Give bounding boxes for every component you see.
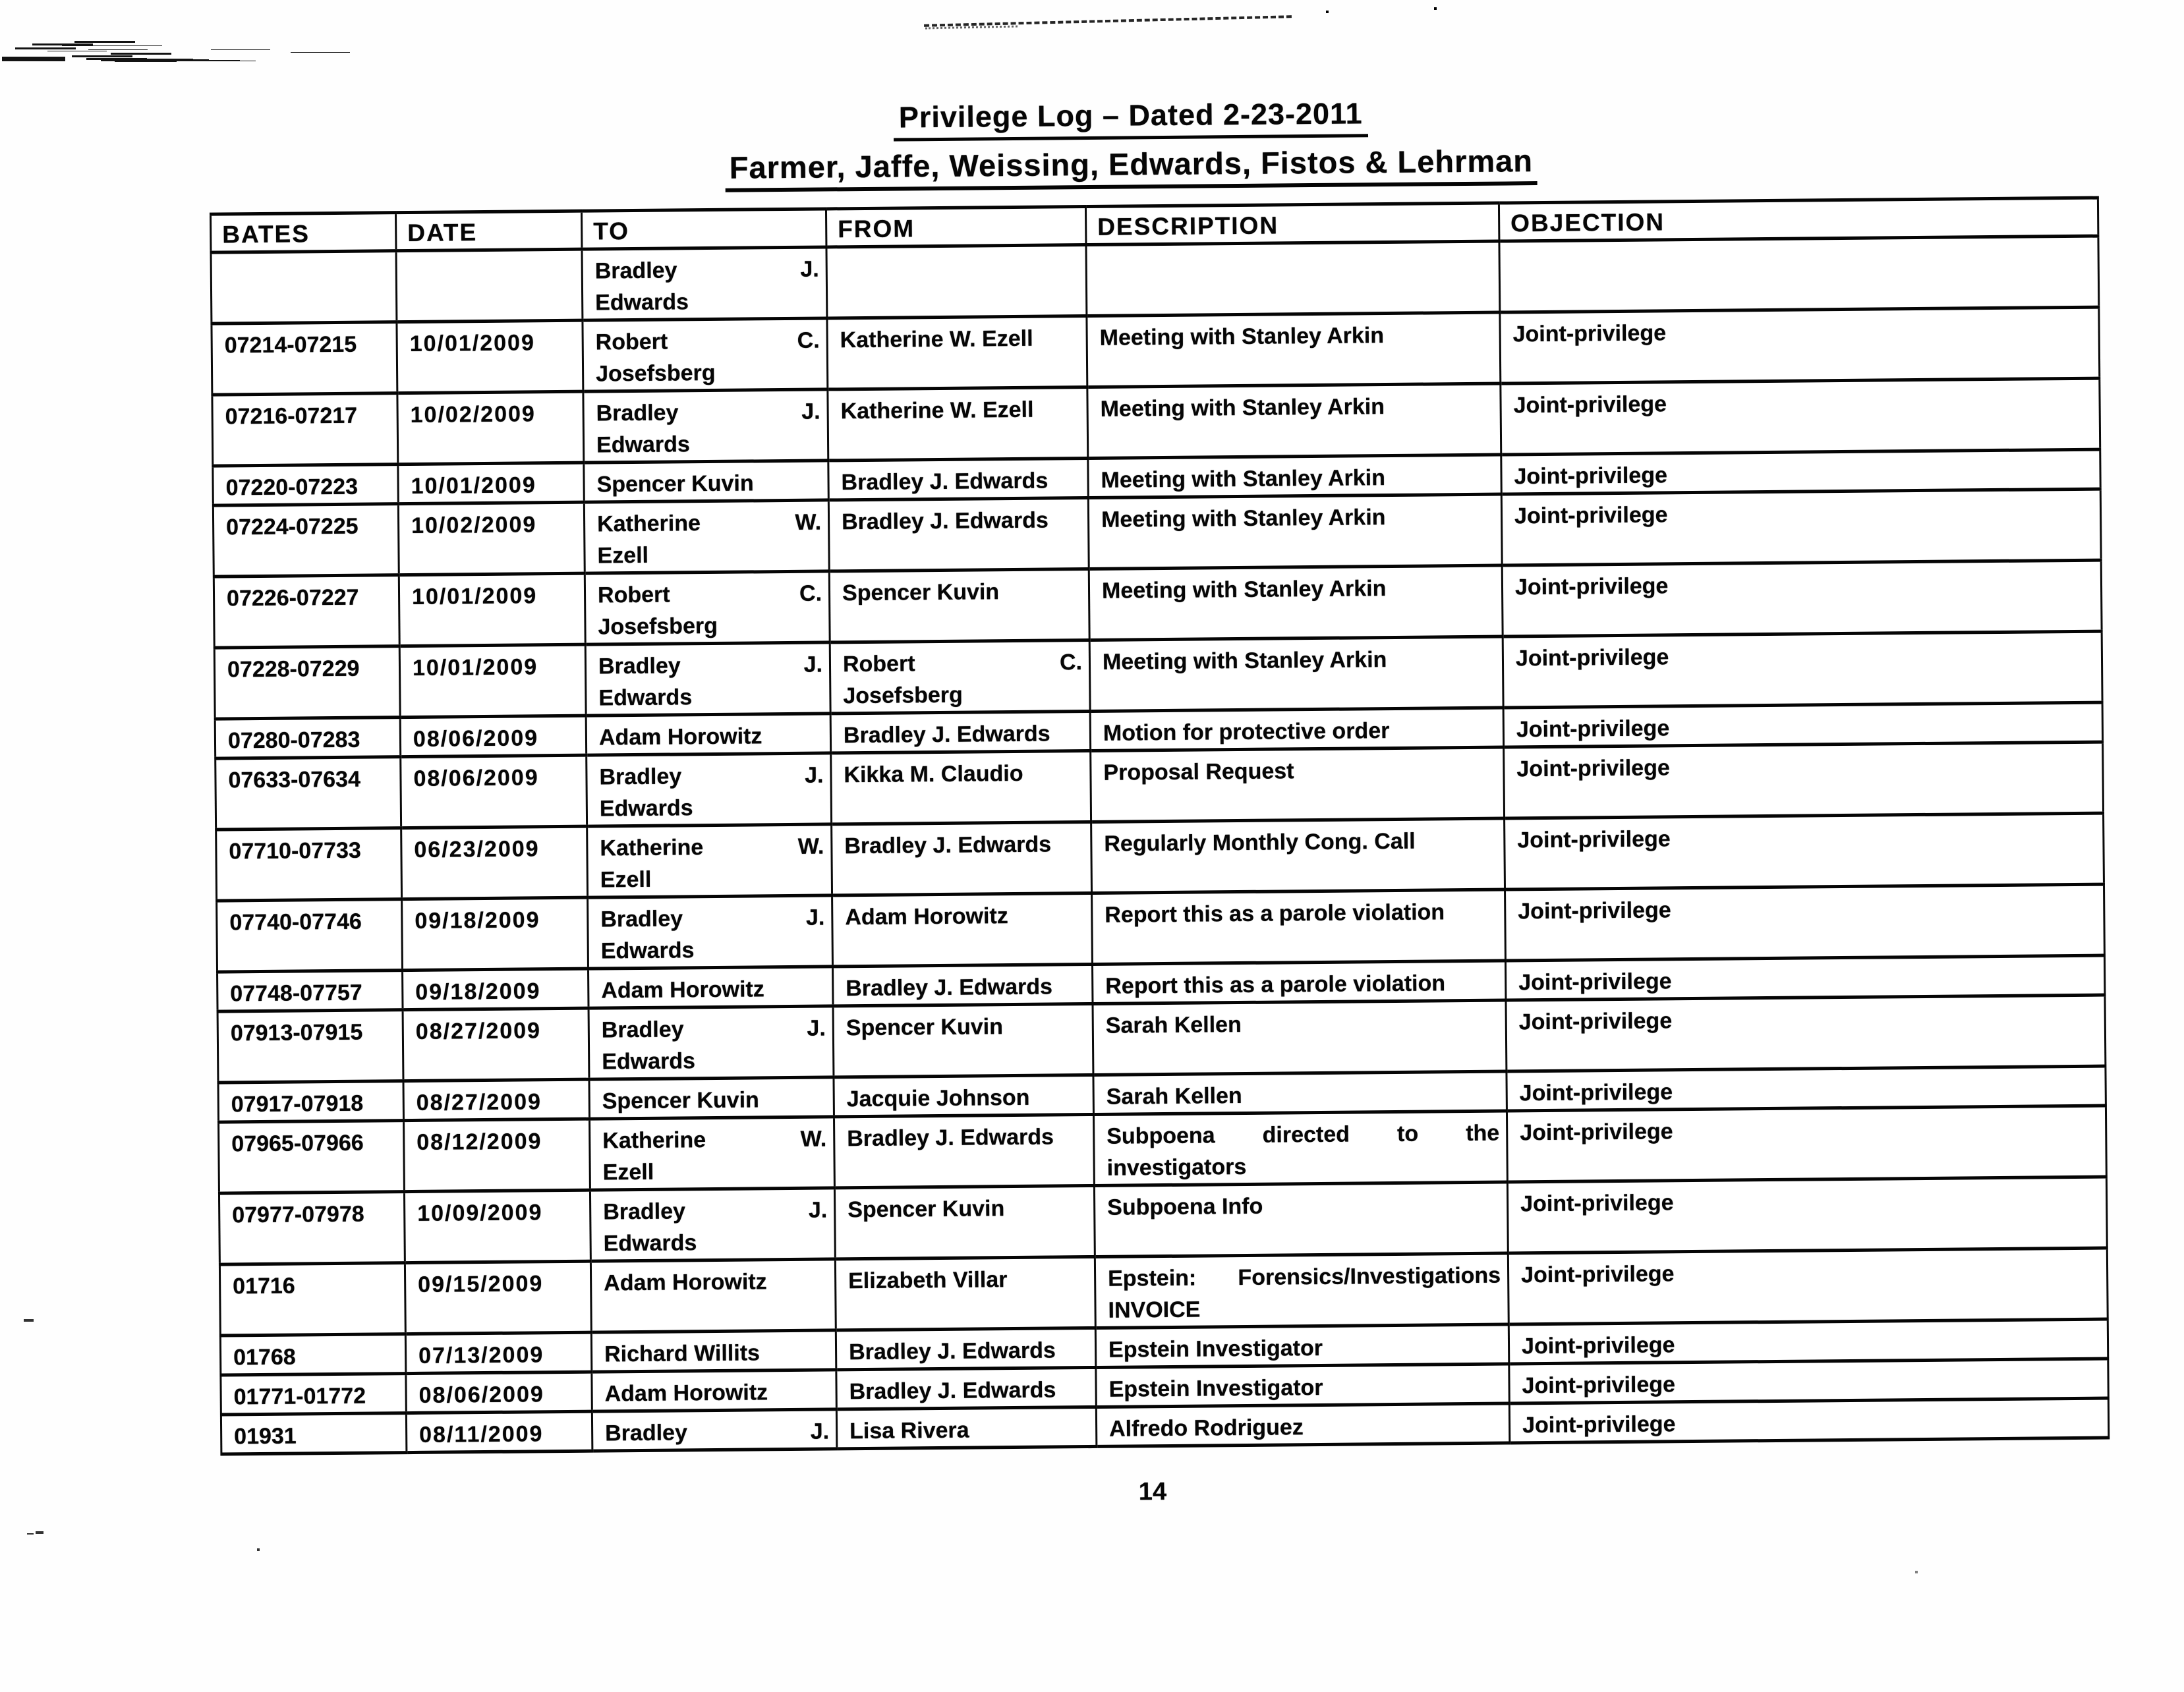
cell-bates: 07216-07217 (212, 393, 398, 466)
cell-bates (211, 251, 397, 324)
cell-objection: Joint-privilege (1509, 1319, 2108, 1364)
cell-from: Bradley J. Edwards (836, 1328, 1096, 1369)
cell-to: Adam Horowitz (592, 1370, 837, 1411)
cell-objection: Joint-privilege (1505, 955, 2104, 1000)
cell-from: Adam Horowitz (832, 893, 1093, 966)
cell-objection: Joint-privilege (1507, 1177, 2107, 1253)
cell-date: 10/02/2009 (398, 502, 585, 575)
cell-from (826, 245, 1087, 318)
cell-to: Bradley J. Edwards (587, 753, 832, 826)
cell-date: 08/06/2009 (401, 755, 587, 828)
cell-date: 08/27/2009 (403, 1079, 590, 1120)
cell-from: Bradley J. Edwards (830, 711, 1091, 752)
cell-from: Bradley J. Edwards (832, 964, 1093, 1005)
cell-bates: 01716 (219, 1263, 405, 1336)
cell-from: Katherine W. Ezell (828, 387, 1088, 461)
cell-objection: Joint-privilege (1503, 702, 2102, 747)
cell-date: 10/01/2009 (399, 573, 585, 646)
cell-bates: 07224-07225 (213, 504, 399, 577)
cell-objection: Joint-privilege (1502, 560, 2102, 636)
cell-to: Adam Horowitz (590, 1259, 836, 1332)
cell-objection: Joint-privilege (1507, 1106, 2106, 1182)
cell-objection: Joint-privilege (1503, 631, 2102, 708)
cell-date: 08/06/2009 (406, 1372, 592, 1413)
cell-objection: Joint-privilege (1505, 813, 2104, 889)
cell-from: Spencer Kuvin (829, 569, 1089, 642)
column-header-date: DATE (395, 211, 581, 250)
cell-bates: 07228-07229 (214, 646, 400, 719)
cell-description: Proposal Request (1091, 747, 1505, 822)
cell-from: Jacquie Johnson (834, 1075, 1094, 1116)
cell-date: 10/01/2009 (397, 320, 583, 393)
cell-bates: 07917-07918 (218, 1081, 404, 1122)
cell-objection: Joint-privilege (1509, 1359, 2108, 1403)
cell-date (396, 249, 583, 322)
column-header-objection: OBJECTION (1499, 198, 2098, 241)
cell-description: Alfredo Rodriguez (1096, 1403, 1509, 1446)
cell-description: Report this as a parole violation (1092, 889, 1506, 964)
cell-objection: Joint-privilege (1504, 742, 2104, 818)
cell-to: Robert C. Josefsberg (585, 571, 830, 644)
cell-from: Robert C. Josefsberg (830, 640, 1090, 713)
cell-description: Sarah Kellen (1093, 1071, 1507, 1114)
cell-description: Meeting with Stanley Arkin (1089, 636, 1503, 711)
cell-to: Spencer Kuvin (589, 1077, 834, 1119)
cell-to: Bradley J. (592, 1409, 837, 1451)
cell-date: 10/02/2009 (397, 391, 584, 464)
document-subtitle: Farmer, Jaffe, Weissing, Edwards, Fistos & Lehrman (726, 142, 1537, 192)
cell-objection: Joint-privilege (1509, 1398, 2108, 1443)
cell-bates: 01771-01772 (221, 1374, 407, 1415)
page-number: 14 (1138, 1478, 1167, 1506)
cell-objection: Joint-privilege (1505, 884, 2105, 961)
cell-description: Meeting with Stanley Arkin (1087, 383, 1501, 458)
cell-from: Spencer Kuvin (833, 1003, 1093, 1077)
cell-from: Bradley J. Edwards (832, 822, 1092, 895)
cell-objection: Joint-privilege (1501, 489, 2101, 565)
cell-description: Epstein Investigator (1096, 1364, 1509, 1407)
column-header-bates: BATES (210, 213, 395, 252)
cell-date: 06/23/2009 (401, 826, 588, 899)
cell-bates: 07740-07746 (217, 899, 403, 972)
cell-to: Adam Horowitz (586, 714, 831, 755)
cell-date: 09/15/2009 (405, 1261, 591, 1334)
scan-speck-artifact (1915, 1571, 1918, 1573)
cell-date: 10/01/2009 (398, 463, 585, 503)
cell-to: Spencer Kuvin (584, 461, 829, 502)
cell-description: Subpoena directed to the investigators (1093, 1111, 1507, 1185)
column-header-from: FROM (826, 207, 1085, 247)
cell-description: Meeting with Stanley Arkin (1088, 494, 1502, 569)
cell-bates: 07965-07966 (219, 1121, 405, 1193)
cell-description: Epstein Investigator (1095, 1324, 1509, 1367)
cell-date: 09/18/2009 (403, 969, 589, 1009)
cell-date: 10/09/2009 (404, 1190, 590, 1262)
cell-to: Bradley J. Edwards (590, 1188, 835, 1261)
cell-bates: 07748-07757 (217, 971, 403, 1011)
cell-date: 08/27/2009 (403, 1008, 589, 1081)
cell-bates: 07977-07978 (219, 1192, 405, 1264)
cell-objection (1499, 236, 2099, 312)
cell-from: Elizabeth Villar (835, 1256, 1095, 1330)
cell-date: 08/12/2009 (404, 1119, 590, 1191)
cell-bates: 01931 (221, 1413, 407, 1454)
cell-to: Katherine W. Ezell (589, 1117, 834, 1190)
cell-bates: 01768 (220, 1334, 406, 1375)
cell-objection: Joint-privilege (1508, 1248, 2108, 1324)
cell-to: Bradley J. Edwards (583, 389, 828, 463)
cell-to: Bradley J. Edwards (585, 642, 830, 716)
cell-description: Meeting with Stanley Arkin (1089, 565, 1503, 640)
column-header-description: DESCRIPTION (1085, 203, 1499, 244)
cell-from: Bradley J. Edwards (834, 1114, 1094, 1187)
cell-bates: 07214-07215 (212, 322, 397, 395)
cell-bates: 07220-07223 (213, 465, 399, 505)
cell-to: Robert C. Josefsberg (583, 318, 828, 391)
cell-date: 08/11/2009 (406, 1411, 592, 1452)
cell-from: Bradley J. Edwards (836, 1367, 1097, 1409)
cell-from: Katherine W. Ezell (827, 316, 1087, 389)
cell-description: Epstein: Forensics/Investigations INVOICE (1095, 1253, 1509, 1328)
cell-date: 10/01/2009 (399, 644, 586, 717)
cell-description: Sarah Kellen (1093, 1000, 1507, 1075)
cell-to: Bradley J. Edwards (588, 895, 833, 969)
cell-objection: Joint-privilege (1500, 307, 2100, 383)
cell-from: Spencer Kuvin (834, 1185, 1095, 1258)
cell-description: Regularly Monthly Cong. Call (1091, 818, 1505, 893)
cell-bates: 07913-07915 (217, 1010, 403, 1083)
cell-date: 08/06/2009 (400, 716, 587, 756)
cell-description: Report this as a parole violation (1092, 961, 1505, 1003)
cell-objection: Joint-privilege (1506, 995, 2106, 1071)
cell-bates: 07710-07733 (216, 828, 402, 901)
cell-description: Motion for protective order (1090, 708, 1503, 750)
cell-bates: 07633-07634 (216, 757, 401, 830)
cell-description: Meeting with Stanley Arkin (1088, 455, 1501, 497)
cell-bates: 07226-07227 (214, 575, 399, 648)
cell-objection: Joint-privilege (1507, 1066, 2106, 1111)
cell-date: 09/18/2009 (402, 897, 589, 970)
cell-to: Katherine W. Ezell (584, 500, 829, 573)
scan-dash-artifact (36, 1531, 43, 1534)
cell-to: Richard Willits (591, 1330, 836, 1372)
document-header (0, 89, 2184, 198)
cell-description (1086, 241, 1500, 316)
cell-from: Bradley J. Edwards (828, 498, 1089, 571)
cell-date: 07/13/2009 (405, 1332, 592, 1373)
cell-objection: Joint-privilege (1501, 378, 2100, 455)
cell-description: Subpoena Info (1094, 1182, 1508, 1256)
cell-to: Katherine W. Ezell (587, 824, 832, 897)
cell-from: Kikka M. Claudio (831, 750, 1091, 824)
column-header-to: TO (581, 209, 826, 249)
cell-description: Meeting with Stanley Arkin (1087, 312, 1501, 387)
document-title: Privilege Log – Dated 2-23-2011 (894, 96, 1368, 141)
cell-to: Bradley J. Edwards (582, 247, 827, 320)
cell-bates: 07280-07283 (215, 718, 401, 758)
cell-from: Bradley J. Edwards (828, 459, 1089, 500)
cell-to: Bradley J. Edwards (589, 1006, 834, 1079)
cell-to: Adam Horowitz (589, 967, 834, 1008)
privilege-log-table (210, 196, 2110, 1456)
cell-from: Lisa Rivera (836, 1407, 1097, 1448)
cell-objection: Joint-privilege (1501, 449, 2100, 494)
scan-speck-artifact (257, 1548, 260, 1551)
